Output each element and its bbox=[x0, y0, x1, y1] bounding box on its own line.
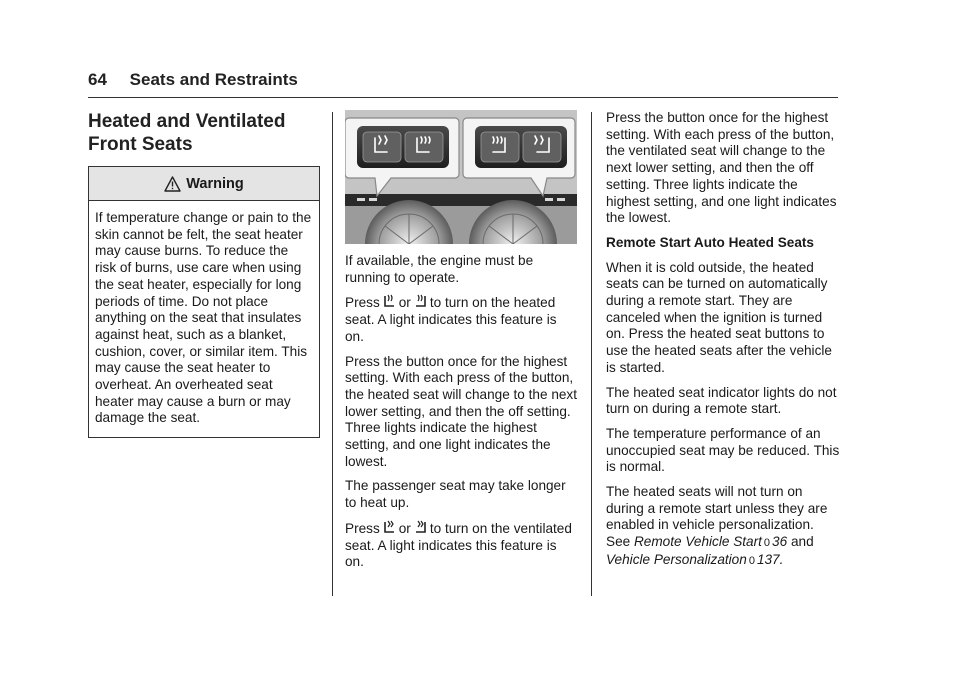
header-rule bbox=[88, 97, 838, 98]
text-segment: or bbox=[398, 295, 411, 311]
paragraph: When it is cold outside, the heated seats can be turned on automatically during a remote start. They are canceled when the ignition is turned on. Press the heated seat buttons to use the heated seats after the vehicle is started. bbox=[606, 259, 832, 375]
heated-seat-passenger-icon bbox=[414, 294, 427, 309]
column-divider bbox=[591, 112, 592, 596]
paragraph bbox=[606, 484, 840, 570]
paragraph: The passenger seat may take longer to heat up. bbox=[345, 478, 566, 511]
reference-page: 36 bbox=[772, 534, 788, 550]
ventilated-seat-driver-icon bbox=[383, 520, 396, 535]
warning-label: Warning bbox=[186, 175, 244, 192]
text-segment: to turn on the heated seat. A light indicates this feature is on. bbox=[345, 295, 557, 344]
text-segment: Press bbox=[345, 295, 380, 311]
column-divider bbox=[332, 112, 333, 596]
page-title bbox=[88, 110, 320, 156]
reference-link-vehicle-personalization[interactable]: Vehicle Personalization bbox=[606, 551, 747, 567]
paragraph: Press the button once for the highest setting. With each press of the button, the heated seat will change to the next lower setting, and then the off setting. Three lights indicate the highest setting, and one light indicates the lowest. bbox=[345, 353, 578, 469]
reference-page: 137 bbox=[756, 551, 780, 567]
text-segment: See bbox=[606, 534, 631, 550]
paragraph: If available, the engine must be running to operate. bbox=[345, 253, 534, 285]
text-segment: to turn on the ventilated seat. A light indicates this feature is on. bbox=[345, 520, 572, 570]
paragraph: Press the button once for the highest setting. With each press of the button, the ventilated seat will change to the next lower setting, and then the off setting. Three lights indicate the highest setting, and one light indicates the lowest. bbox=[606, 110, 837, 226]
warning-text: If temperature change or pain to the skin cannot be felt, the seat heater may cause burns. To reduce the risk of burns, use care when using the seat heater, especially for long periods of time. Do not place anything on the seat that insulates against heat, such as a blanket, cushion, cover, or similar item. This may cause the seat heater to overheat. An overheated seat heater may cause a burn or may damage the seat. bbox=[95, 210, 312, 426]
paragraph bbox=[345, 520, 577, 571]
paragraph: The heated seat indicator lights do not turn on during a remote start. bbox=[606, 384, 837, 417]
heated-seat-driver-icon bbox=[383, 294, 396, 309]
title-line-1: Heated and Ventilated bbox=[88, 111, 286, 132]
title-line-2: Front Seats bbox=[88, 134, 193, 155]
reference-arrow-icon: 0 bbox=[763, 537, 771, 550]
text-segment: or bbox=[398, 520, 411, 536]
reference-arrow-icon: 0 bbox=[748, 554, 755, 567]
paragraph bbox=[345, 294, 577, 345]
text-segment: and bbox=[790, 534, 814, 550]
text-segment: . bbox=[779, 551, 784, 567]
page-header bbox=[88, 70, 298, 90]
column-1 bbox=[88, 110, 320, 438]
column-3 bbox=[606, 110, 840, 578]
subheading: Remote Start Auto Heated Seats bbox=[606, 234, 814, 250]
page-number: 64 bbox=[88, 70, 107, 89]
warning-icon bbox=[164, 176, 181, 192]
text-segment: The heated seats will not turn on during a remote start unless they are enabled in vehicle personalization. bbox=[606, 484, 828, 533]
warning-box bbox=[88, 166, 320, 438]
section-title-header: Seats and Restraints bbox=[129, 70, 298, 89]
ventilated-seat-passenger-icon bbox=[414, 520, 427, 535]
text-segment: Press bbox=[345, 520, 380, 536]
reference-link-remote-vehicle-start[interactable]: Remote Vehicle Start bbox=[633, 534, 762, 550]
paragraph: The temperature performance of an unoccupied seat may be reduced. This is normal. bbox=[606, 425, 840, 475]
column-2 bbox=[345, 110, 577, 579]
warning-header bbox=[89, 167, 319, 201]
seat-controls-illustration bbox=[345, 110, 577, 244]
